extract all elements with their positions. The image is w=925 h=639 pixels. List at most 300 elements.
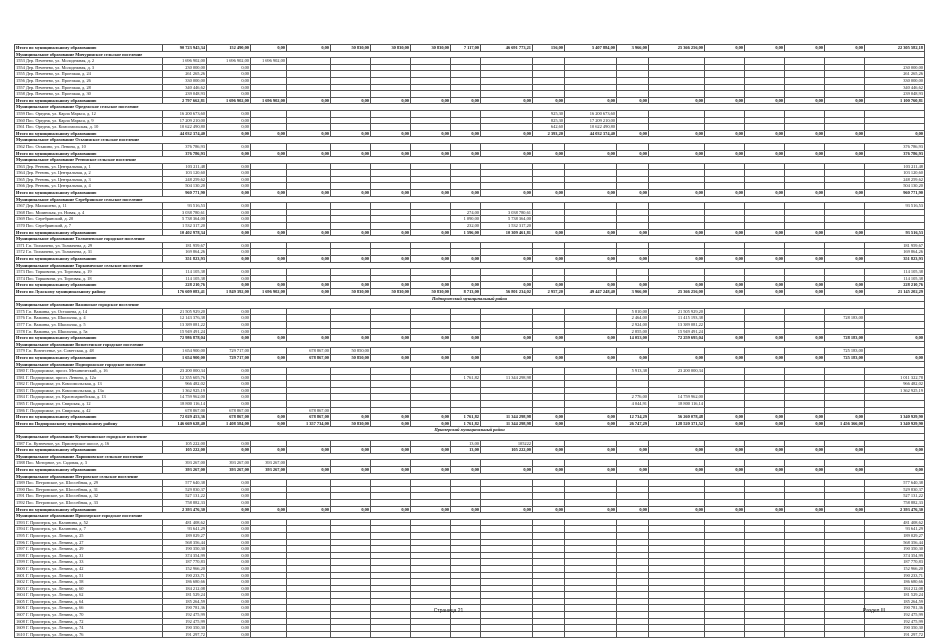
cell-value: 72 029 453,36 — [163, 414, 207, 421]
cell-value — [705, 321, 745, 328]
cell-value: 0,00 — [785, 420, 825, 427]
cell-value — [865, 394, 925, 401]
cell-value — [451, 308, 481, 315]
cell-value — [411, 374, 451, 381]
cell-value: 181 959,67 — [163, 242, 207, 249]
cell-value — [481, 401, 533, 408]
cell-value: 230 000,00 — [865, 64, 925, 71]
section-header-row — [15, 361, 925, 368]
cell-value: 960 771,90 — [865, 190, 925, 197]
cell-value: 0,00 — [649, 190, 705, 197]
cell-address: 1561 Пос. Оредеж, ул. Комсомольская, д. 10 — [15, 124, 163, 131]
total-row — [15, 282, 925, 289]
cell-value — [451, 499, 481, 506]
cell-value — [745, 183, 785, 190]
cell-value — [287, 176, 331, 183]
cell-value: 2 464,00 — [617, 315, 649, 322]
cell-value — [331, 209, 371, 216]
cell-value — [705, 565, 745, 572]
cell-value: 0,00 — [371, 506, 411, 513]
cell-value — [565, 203, 617, 210]
cell-value: 0,00 — [331, 335, 371, 342]
cell-value — [565, 58, 617, 65]
cell-value — [785, 565, 825, 572]
cell-value — [745, 585, 785, 592]
table-row — [15, 440, 925, 447]
cell-value — [371, 91, 411, 98]
cell-value — [617, 163, 649, 170]
cell-value — [331, 77, 371, 84]
cell-value: 0,00 — [617, 130, 649, 137]
cell-value — [371, 77, 411, 84]
cell-value — [649, 579, 705, 586]
cell-value — [411, 546, 451, 553]
cell-value — [705, 394, 745, 401]
page-number: Страница 21 — [433, 608, 464, 614]
cell-value — [451, 77, 481, 84]
cell-value: 50 830,00 — [331, 288, 371, 295]
cell-value — [481, 625, 533, 632]
cell-value — [481, 84, 533, 91]
cell-value: 0,00 — [785, 97, 825, 104]
cell-value: 17 209 210,00 — [565, 117, 617, 124]
cell-value: 169 864,26 — [865, 249, 925, 256]
cell-value — [745, 124, 785, 131]
cell-value — [705, 631, 745, 638]
cell-value — [287, 625, 331, 632]
cell-address: Итого по муниципальному образованию — [15, 97, 163, 104]
cell-value — [649, 460, 705, 467]
cell-value: 0,00 — [411, 150, 451, 157]
cell-value — [745, 486, 785, 493]
cell-address: 1600 Г. Приозерск, ул. Ленина, д. 42 — [15, 565, 163, 572]
cell-value — [251, 526, 287, 533]
cell-value: 0,00 — [411, 282, 451, 289]
cell-value — [825, 585, 865, 592]
cell-value — [451, 592, 481, 599]
cell-value — [287, 368, 331, 375]
cell-value — [331, 579, 371, 586]
cell-value — [565, 91, 617, 98]
cell-value: 0,00 — [451, 506, 481, 513]
cell-value: 0,00 — [705, 282, 745, 289]
cell-value — [251, 585, 287, 592]
cell-value — [745, 572, 785, 579]
cell-value: 0,00 — [785, 190, 825, 197]
table-row — [15, 308, 925, 315]
cell-value — [745, 546, 785, 553]
cell-value — [785, 579, 825, 586]
cell-value: 678 867,00 — [287, 414, 331, 421]
cell-value — [331, 493, 371, 500]
cell-value: 0,00 — [533, 282, 565, 289]
cell-value — [331, 519, 371, 526]
cell-value — [481, 572, 533, 579]
cell-value — [533, 631, 565, 638]
cell-value — [617, 77, 649, 84]
cell-value — [451, 170, 481, 177]
cell-value: 330 000,00 — [865, 77, 925, 84]
cell-value: 15 949 491,24 — [163, 328, 207, 335]
total-row — [15, 45, 925, 52]
cell-value — [251, 381, 287, 388]
cell-value: 0,00 — [371, 354, 411, 361]
cell-value: 0,00 — [287, 467, 331, 474]
cell-value — [481, 176, 533, 183]
cell-value: 0,00 — [287, 229, 331, 236]
cell-value: 0,00 — [745, 45, 785, 52]
cell-address: 1558 Дер. Печенево, ул. Проезжая, д. 30 — [15, 91, 163, 98]
cell-address: 1562 Пос. Осьмино, ул. Ленина, д. 10 — [15, 143, 163, 150]
region-header-row — [15, 295, 925, 302]
cell-value — [451, 143, 481, 150]
cell-value: 0,00 — [331, 97, 371, 104]
cell-value — [411, 579, 451, 586]
cell-value — [785, 216, 825, 223]
cell-value — [371, 275, 411, 282]
cell-value — [705, 328, 745, 335]
cell-value — [745, 625, 785, 632]
cell-value: 0,00 — [207, 242, 251, 249]
cell-value — [565, 631, 617, 638]
cell-value — [825, 249, 865, 256]
cell-value: 0,00 — [825, 150, 865, 157]
cell-value: 0,00 — [287, 506, 331, 513]
cell-value: 2 393,20 — [533, 130, 565, 137]
cell-value — [745, 216, 785, 223]
cell-value — [745, 381, 785, 388]
cell-value: 30 830,00 — [411, 45, 451, 52]
table-row — [15, 526, 925, 533]
cell-value — [451, 493, 481, 500]
cell-value: 0,00 — [745, 150, 785, 157]
cell-value — [705, 176, 745, 183]
cell-value: 1 090,00 — [451, 216, 481, 223]
cell-value — [705, 552, 745, 559]
cell-value — [825, 486, 865, 493]
cell-value — [331, 572, 371, 579]
cell-value: 351 823,93 — [865, 256, 925, 263]
cell-value — [331, 631, 371, 638]
table-row — [15, 117, 925, 124]
cell-value — [825, 84, 865, 91]
table-row — [15, 480, 925, 487]
cell-value: 0,00 — [207, 256, 251, 263]
cell-value: 577 640,38 — [163, 480, 207, 487]
cell-value: 0,00 — [705, 97, 745, 104]
register-table-sheet — [14, 44, 923, 638]
cell-value — [251, 242, 287, 249]
cell-value — [371, 71, 411, 78]
cell-value: 189 029,27 — [163, 532, 207, 539]
cell-value: 191 297,72 — [865, 631, 925, 638]
cell-value — [785, 546, 825, 553]
cell-value: 393 267,00 — [207, 467, 251, 474]
cell-value — [565, 486, 617, 493]
cell-value — [705, 598, 745, 605]
cell-value — [745, 519, 785, 526]
cell-value — [451, 275, 481, 282]
cell-value — [745, 618, 785, 625]
cell-value — [533, 565, 565, 572]
cell-value — [411, 394, 451, 401]
section-header-row — [15, 51, 925, 58]
region-title: Приозерский муниципальный район — [15, 427, 925, 434]
cell-value — [371, 460, 411, 467]
cell-value — [481, 77, 533, 84]
cell-value: 0,00 — [617, 506, 649, 513]
cell-address: Итого по муниципальному образованию — [15, 282, 163, 289]
cell-value: 351 823,93 — [163, 256, 207, 263]
cell-value — [785, 401, 825, 408]
cell-value: 0,00 — [207, 605, 251, 612]
cell-value — [705, 77, 745, 84]
cell-value — [745, 58, 785, 65]
cell-value — [649, 64, 705, 71]
cell-value — [371, 526, 411, 533]
cell-value — [411, 401, 451, 408]
cell-value — [617, 91, 649, 98]
cell-value — [411, 460, 451, 467]
cell-value — [649, 486, 705, 493]
cell-address: 1596 Г. Приозерск, ул. Ленина, д. 27 — [15, 539, 163, 546]
cell-address: 1603 Г. Приозерск, ул. Ленина, д. 60 — [15, 585, 163, 592]
cell-value — [825, 203, 865, 210]
cell-value — [481, 480, 533, 487]
cell-value — [251, 77, 287, 84]
cell-value: 190 350,30 — [865, 625, 925, 632]
cell-value — [745, 460, 785, 467]
cell-value: 0,00 — [705, 45, 745, 52]
cell-value: 93 516,53 — [865, 229, 925, 236]
cell-value — [411, 117, 451, 124]
table-row — [15, 493, 925, 500]
cell-value: 0,00 — [207, 216, 251, 223]
cell-value — [825, 440, 865, 447]
cell-value — [617, 348, 649, 355]
cell-value — [481, 91, 533, 98]
cell-value — [617, 117, 649, 124]
cell-value: 0,00 — [331, 229, 371, 236]
cell-value — [617, 203, 649, 210]
cell-value — [533, 585, 565, 592]
cell-value — [617, 579, 649, 586]
cell-value: 568 356,44 — [865, 539, 925, 546]
cell-value — [251, 315, 287, 322]
cell-value: 0,00 — [287, 282, 331, 289]
cell-value — [533, 598, 565, 605]
cell-value — [533, 499, 565, 506]
cell-value: 0,00 — [451, 190, 481, 197]
cell-value — [785, 163, 825, 170]
cell-value: 0,00 — [705, 420, 745, 427]
cell-value — [565, 381, 617, 388]
cell-value: 0,00 — [207, 565, 251, 572]
cell-value: 0,00 — [207, 130, 251, 137]
cell-value: 181 959,67 — [865, 242, 925, 249]
cell-value: 0,00 — [705, 288, 745, 295]
cell-value — [411, 91, 451, 98]
cell-value — [705, 143, 745, 150]
cell-value: 1 761,82 — [451, 414, 481, 421]
cell-value — [705, 275, 745, 282]
cell-value: 0,00 — [617, 190, 649, 197]
cell-value — [287, 532, 331, 539]
cell-value — [705, 572, 745, 579]
cell-value — [371, 183, 411, 190]
cell-value — [745, 598, 785, 605]
cell-value — [745, 308, 785, 315]
cell-value — [251, 559, 287, 566]
cell-value — [411, 71, 451, 78]
cell-value: 0,00 — [207, 117, 251, 124]
cell-value: 0,00 — [207, 539, 251, 546]
cell-value — [411, 203, 451, 210]
cell-value: 190 781,36 — [865, 605, 925, 612]
cell-value — [371, 519, 411, 526]
cell-value: 2 924,00 — [617, 321, 649, 328]
cell-value — [565, 242, 617, 249]
cell-value — [251, 480, 287, 487]
cell-value — [411, 183, 451, 190]
cell-value — [251, 565, 287, 572]
cell-value — [251, 387, 287, 394]
cell-value — [371, 565, 411, 572]
cell-value — [533, 275, 565, 282]
cell-value: 0,00 — [207, 381, 251, 388]
cell-value: 0,00 — [785, 229, 825, 236]
cell-value — [251, 374, 287, 381]
cell-value — [617, 460, 649, 467]
cell-value — [411, 163, 451, 170]
cell-value — [533, 387, 565, 394]
cell-value — [617, 269, 649, 276]
cell-value: 0,00 — [207, 618, 251, 625]
cell-value — [565, 532, 617, 539]
cell-value — [533, 183, 565, 190]
cell-value — [251, 407, 287, 414]
cell-value — [705, 519, 745, 526]
cell-value: 729 717,00 — [207, 348, 251, 355]
cell-address: 1567 Дер. Малышево, д. 11 — [15, 203, 163, 210]
cell-address: 1604 Г. Приозерск, ул. Ленина, д. 62 — [15, 592, 163, 599]
cell-value: 0,00 — [251, 190, 287, 197]
cell-value: 527 131,22 — [865, 493, 925, 500]
cell-address: 1575 Г.п. Важины, ул. Осташева, д. 14 — [15, 308, 163, 315]
cell-value — [331, 110, 371, 117]
cell-value — [411, 552, 451, 559]
section-header-row — [15, 434, 925, 441]
cell-address: Итого по муниципальному образованию — [15, 414, 163, 421]
cell-value — [481, 275, 533, 282]
cell-value: 0,00 — [565, 190, 617, 197]
cell-value — [825, 519, 865, 526]
cell-value: 0,00 — [565, 229, 617, 236]
cell-value — [251, 170, 287, 177]
cell-value — [705, 493, 745, 500]
cell-value — [705, 124, 745, 131]
cell-value: 274,00 — [451, 209, 481, 216]
cell-value — [617, 275, 649, 282]
cell-value: 7 117,00 — [451, 45, 481, 52]
cell-value — [451, 368, 481, 375]
cell-value — [533, 401, 565, 408]
cell-value — [251, 209, 287, 216]
cell-value — [451, 486, 481, 493]
cell-value: 0,00 — [825, 190, 865, 197]
cell-value: 0,00 — [705, 190, 745, 197]
cell-value: 192 475,99 — [163, 612, 207, 619]
cell-value — [411, 269, 451, 276]
cell-value: 228 210,76 — [865, 282, 925, 289]
cell-value — [287, 209, 331, 216]
cell-value — [451, 117, 481, 124]
cell-address: 1590 Пос. Петровское, ул. Шоссейная, д. 31 — [15, 486, 163, 493]
cell-value — [865, 110, 925, 117]
cell-value — [411, 565, 451, 572]
total-row — [15, 256, 925, 263]
cell-value — [451, 572, 481, 579]
cell-value: 678 867,00 — [287, 348, 331, 355]
cell-value — [565, 552, 617, 559]
cell-value: 1 696 902,00 — [251, 58, 287, 65]
cell-value — [649, 203, 705, 210]
cell-value — [825, 328, 865, 335]
cell-address: 1591 Пос. Петровское, ул. Шоссейная, д. 32 — [15, 493, 163, 500]
cell-value — [411, 249, 451, 256]
cell-value — [481, 183, 533, 190]
cell-value — [287, 223, 331, 230]
cell-value: 0,00 — [251, 150, 287, 157]
cell-value — [411, 598, 451, 605]
cell-value — [565, 546, 617, 553]
cell-value: 0,00 — [207, 84, 251, 91]
cell-value: 568 356,44 — [163, 539, 207, 546]
cell-value: 0,00 — [411, 256, 451, 263]
cell-value — [745, 163, 785, 170]
cell-address: 1559 Пос. Оредеж, ул. Карла Маркса, д. 12 — [15, 110, 163, 117]
cell-value — [451, 124, 481, 131]
cell-value: 0,00 — [649, 150, 705, 157]
cell-value — [565, 275, 617, 282]
cell-value: 105 222,00 — [163, 440, 207, 447]
cell-value — [825, 117, 865, 124]
cell-value — [411, 143, 451, 150]
cell-value — [825, 618, 865, 625]
cell-value: 1 696 902,00 — [251, 97, 287, 104]
cell-value: 184 212,08 — [865, 585, 925, 592]
cell-value: 0,00 — [785, 282, 825, 289]
cell-value: 13,00 — [451, 440, 481, 447]
cell-value: 0,00 — [251, 335, 287, 342]
cell-value — [533, 249, 565, 256]
cell-value: 0,00 — [705, 335, 745, 342]
cell-value — [451, 110, 481, 117]
total-row — [15, 506, 925, 513]
cell-value: 642,60 — [533, 124, 565, 131]
cell-value — [251, 394, 287, 401]
section-header-row — [15, 236, 925, 243]
cell-value: 0,00 — [617, 256, 649, 263]
cell-value — [451, 625, 481, 632]
cell-value — [451, 387, 481, 394]
section-header-row — [15, 196, 925, 203]
cell-value: 0,00 — [331, 506, 371, 513]
cell-value: 2 855,00 — [617, 328, 649, 335]
cell-value — [745, 170, 785, 177]
cell-value — [565, 618, 617, 625]
cell-value — [287, 163, 331, 170]
